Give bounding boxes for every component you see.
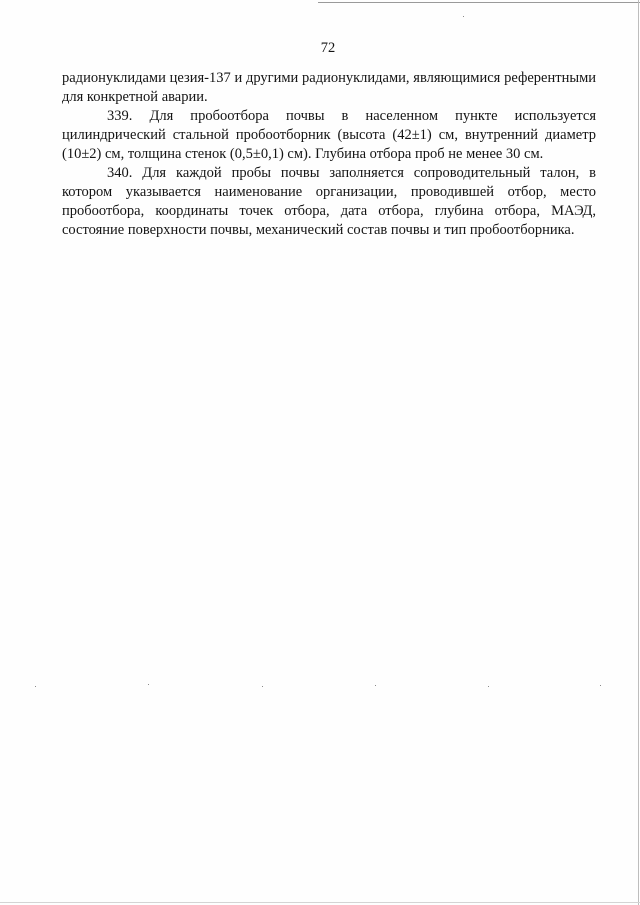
scan-edge-bottom <box>0 902 640 903</box>
text-line: состояние поверхности почвы, механический состав почвы и тип пробоотборника. <box>62 222 575 238</box>
paragraph-continuation <box>62 69 596 107</box>
scan-speck <box>35 686 36 687</box>
page-number: 72 <box>320 40 336 56</box>
scan-edge-top <box>318 2 640 3</box>
text-line: 339. Для пробоотбора почвы в населенном пункте используется <box>107 108 596 124</box>
scan-speck <box>463 16 464 17</box>
text-line: референтными для конкретной аварии. <box>62 70 597 105</box>
scan-speck <box>600 685 601 686</box>
body-text <box>62 69 596 240</box>
text-line: цилиндрический стальной пробоотборник (высота (42±1) см, внутренний диаметр <box>62 127 596 143</box>
scan-edge-right <box>638 0 639 905</box>
scan-speck <box>148 684 149 685</box>
text-line: радионуклидами цезия-137 и другими радионуклидами, являющимися <box>62 70 501 86</box>
text-line: пробоотбора, координаты точек отбора, дата отбора, глубина отбора, МАЭД, <box>62 203 596 219</box>
text-line: (10±2) см, толщина стенок (0,5±0,1) см). Глубина отбора проб не менее 30 см. <box>62 146 544 162</box>
text-line: 340. Для каждой пробы почвы заполняется сопроводительный талон, в <box>107 165 596 181</box>
paragraph-339 <box>62 107 596 164</box>
scan-speck <box>262 686 263 687</box>
text-line: котором указывается наименование организации, проводившей отбор, место <box>62 184 596 200</box>
scan-speck <box>488 686 489 687</box>
paragraph-340 <box>62 164 596 240</box>
scan-speck <box>375 685 376 686</box>
